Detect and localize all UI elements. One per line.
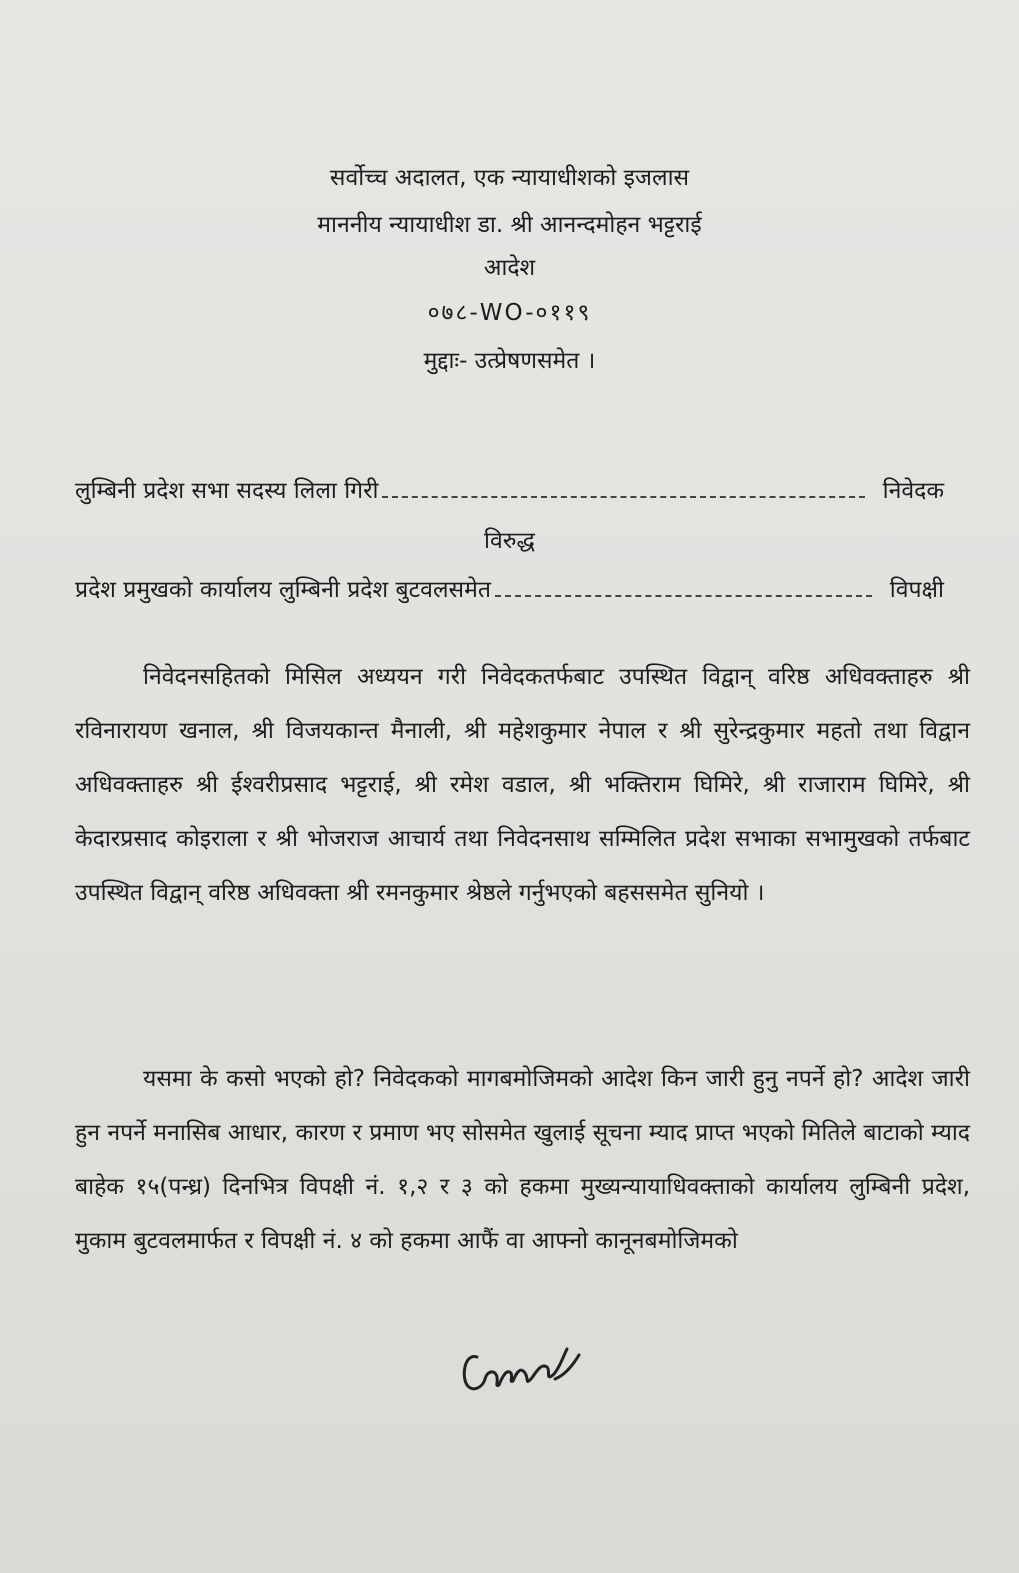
case-number: ०७८-WO-०११९ xyxy=(427,300,592,326)
dashed-leader xyxy=(382,496,864,498)
respondent-line xyxy=(75,572,944,604)
case-subject: मुद्दाः- उत्प्रेषणसमेत । xyxy=(423,348,596,374)
petitioner-name: लुम्बिनी प्रदेश सभा सदस्य लिला गिरी xyxy=(75,478,379,504)
body-paragraph-2 xyxy=(75,1052,970,1268)
document-type: आदेश xyxy=(483,255,536,281)
respondent-name: प्रदेश प्रमुखको कार्यालय लुम्बिनी प्रदेश बुटवलसमेत xyxy=(75,577,491,603)
petitioner-line xyxy=(75,473,944,505)
judge-name: माननीय न्यायाधीश डा. श्री आनन्दमोहन भट्टराई xyxy=(317,212,702,238)
petitioner-role: निवेदक xyxy=(882,478,944,504)
paragraph-text: यसमा के कसो भएको हो? निवेदकको मागबमोजिमको आदेश किन जारी हुनु नपर्ने हो? आदेश जारी हुन नपर्ने मनासिब आधार, कारण र प्रमाण भए सोसमेत खुलाई सूचना म्याद प्राप्त भएको मितिले बाटाको म्याद बाहेक १५(पन्ध्र) दिनभित्र विपक्षी नं. १,२ र ३ को हकमा मुख्यन्यायाधिवक्ताको कार्यालय लुम्बिनी प्रदेश, मुकाम बुटवलमार्फत र विपक्षी नं. ४ को हकमा आफैं वा आफ्नो कानूनबमोजिमको xyxy=(75,1066,970,1254)
paragraph-text: निवेदनसहितको मिसिल अध्ययन गरी निवेदकतर्फबाट उपस्थित विद्वान् वरिष्ठ अधिवक्ताहरु श्री रविनारायण खनाल, श्री विजयकान्त मैनाली, श्री महेशकुमार नेपाल र श्री सुरेन्द्रकुमार महतो तथा विद्वान अधिवक्ताहरु श्री ईश्वरीप्रसाद भट्टराई, श्री रमेश वडाल, श्री भक्तिराम घिमिरे, श्री राजाराम घिमिरे, श्री केदारप्रसाद कोइराला र श्री भोजराज आचार्य तथा निवेदनसाथ सम्मिलित प्रदेश सभाका सभामुखको तर्फबाट उपस्थित विद्वान् वरिष्ठ अधिवक्ता श्री रमनकुमार श्रेष्ठले गर्नुभएको बहससमेत सुनियो । xyxy=(75,664,970,906)
handwritten-signature xyxy=(455,1335,585,1405)
body-paragraph-1 xyxy=(75,650,970,920)
versus-label: विरुद्ध xyxy=(484,528,535,554)
dashed-leader xyxy=(495,595,872,597)
respondent-role: विपक्षी xyxy=(889,577,944,603)
court-title: सर्वोच्च अदालत, एक न्यायाधीशको इजलास xyxy=(329,165,690,191)
